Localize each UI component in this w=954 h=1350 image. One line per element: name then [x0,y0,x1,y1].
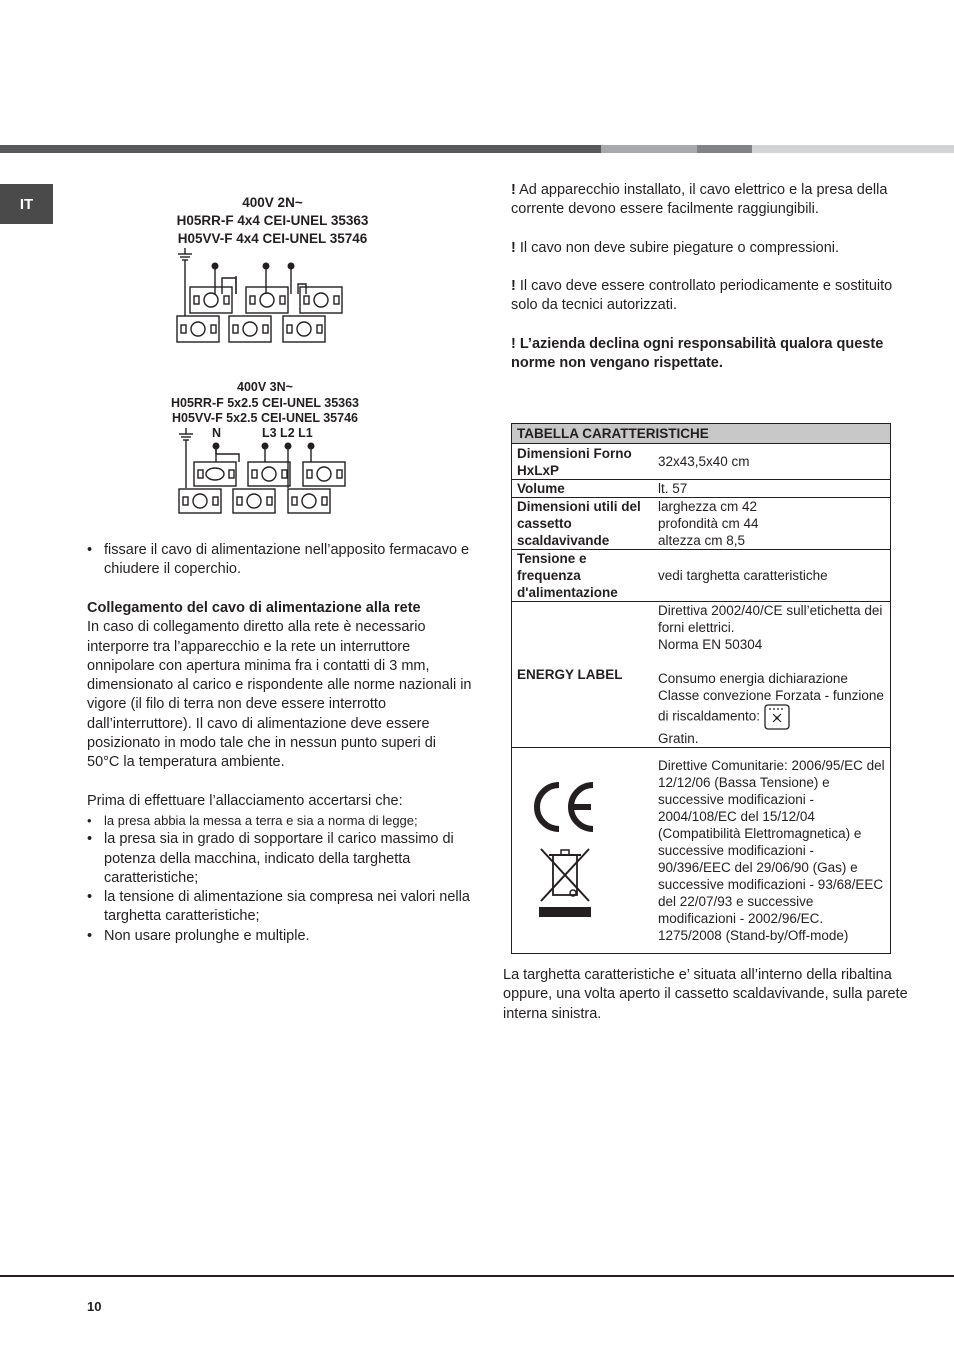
weee-bin-icon [537,845,645,923]
warning-mark: ! [511,336,516,352]
diagram2-title [120,380,410,427]
ce-mark-icon [529,779,645,839]
warning-1 [511,181,903,220]
warning-text: Ad apparecchio installato, il cavo elettrico e la presa della corrente devono essere facilmente raggiungibili. [511,182,888,218]
cable-instruction-block [87,541,472,580]
warning-2 [511,239,903,258]
checks-intro: Prima di effettuare l’allacciamento accertarsi che: [87,792,403,809]
energy-label-key: ENERGY LABEL [512,602,651,748]
spec-key: Dimensioni Forno HxLxP [512,444,651,480]
header-bar-segment-light [601,145,697,153]
warning-mark: ! [511,240,516,256]
warning-text: Il cavo non deve subire piegature o compressioni. [515,240,840,256]
header-bar-segment-dark [0,145,601,153]
diagram1-title [120,194,425,248]
spec-value: vedi targhetta caratteristiche [650,550,891,602]
diagram1-wiring-schematic [170,246,350,346]
spec-key: Volume [512,480,651,498]
spec-key: Tensione e frequenza d'alimentazione [512,550,651,602]
header-color-bar [0,145,954,153]
check-item: • la tensione di alimentazione sia compresa nei valori nella targhetta caratteristiche; [87,888,472,927]
bullet-cable-clamp: • fissare il cavo di alimentazione nell’apposito fermacavo e chiudere il coperchio. [87,541,472,580]
mains-connection-section [87,599,472,946]
header-bar-segment-mid [697,145,752,153]
page-number: 10 [87,1299,102,1314]
check-item: • la presa abbia la messa a terra e sia a norma di legge; [87,811,472,830]
table-title: TABELLA CARATTERISTICHE [512,424,891,444]
check-item: • Non usare prolunghe e multiple. [87,927,472,946]
warning-text: L’azienda declina ogni responsabilità qualora queste norme non vengano rispettate. [511,336,884,372]
energy-gratin: Gratin. [658,731,699,746]
footer-rule [0,1275,954,1277]
check-item: • la presa sia in grado di sopportare il carico massimo di potenza della macchina, indicato della targhetta caratteristiche; [87,830,472,888]
diagram1-title-line: H05RR-F 4x4 CEI-UNEL 35363 [176,213,369,228]
spec-key: Dimensioni utili del cassetto scaldavivande [512,498,651,550]
warning-mark: ! [511,278,516,294]
oven-grill-fan-icon [764,704,790,730]
rating-plate-note: La targhetta caratteristiche e’ situata all’interno della ribaltina oppure, una volta aperto il cassetto scaldavivande, sulla parete interna sinistra. [503,967,908,1022]
specs-table [511,423,891,954]
diagram2-title-line: H05RR-F 5x2.5 CEI-UNEL 35363 [170,395,360,410]
energy-label-value [650,602,891,748]
spec-value: lt. 57 [650,480,891,498]
diagram2-title-line: 400V 3N~ [237,380,293,394]
energy-consumption-note [658,670,885,730]
warning-mark: ! [511,182,516,198]
diagram1-title-line: H05VV-F 4x4 CEI-UNEL 35746 [177,231,368,246]
certification-marks-cell [512,748,651,954]
warning-text: Il cavo deve essere controllato periodicamente e sostituito solo da tecnici autorizzati. [511,278,893,314]
spec-value: larghezza cm 42 profondità cm 44 altezza cm 8,5 [650,498,891,550]
directives-text: Direttive Comunitarie: 2006/95/EC del 12/12/06 (Bassa Tensione) e successive modificazioni - 2004/108/EC del 15/12/04 (Compatibilità Elettromagnetica) e successive modificazioni - 90/396/EEC del 29/06/90 (Gas) e successive modificazioni - 93/68/EEC del 22/07/93 e successive modificazioni - 2002/96/EC. 1275/2008 (Stand-by/Off-mode) [650,748,891,954]
ce-logo [529,779,599,835]
section-heading: Collegamento del cavo di alimentazione alla rete [87,600,421,616]
warning-4 [511,335,903,374]
diagram1-title-line: 400V 2N~ [242,195,303,210]
diagram2-wiring-schematic [172,426,357,516]
energy-directive: Direttiva 2002/40/CE sull’etichetta dei forni elettrici. Norma EN 50304 [658,603,883,652]
header-bar-segment-pale [752,145,954,153]
diagram2-title-line: H05VV-F 5x2.5 CEI-UNEL 35746 [172,411,358,425]
terminal-label-phases: L3 L2 L1 [262,426,313,440]
warning-3 [511,277,903,316]
section-body: In caso di collegamento diretto alla rete è necessario interporre tra l’apparecchio e la rete un interruttore onnipolare con apertura minima fra i contatti di 3 mm, dimensionato al carico e rispondente alle norme nazionali in vigore (il filo di terra non deve essere interrotto dall’interruttore). Il cavo di alimentazione deve essere posizionato in modo tale che in nessun punto superi di 50°C la temperatura ambiente. [87,619,472,771]
spec-value: 32x43,5x40 cm [650,444,891,480]
language-tab: IT [0,184,53,224]
energy-consumption-text: Consumo energia dichiarazione Classe convezione Forzata - funzione di riscaldamento: [658,671,884,724]
terminal-label-neutral: N [212,426,222,440]
